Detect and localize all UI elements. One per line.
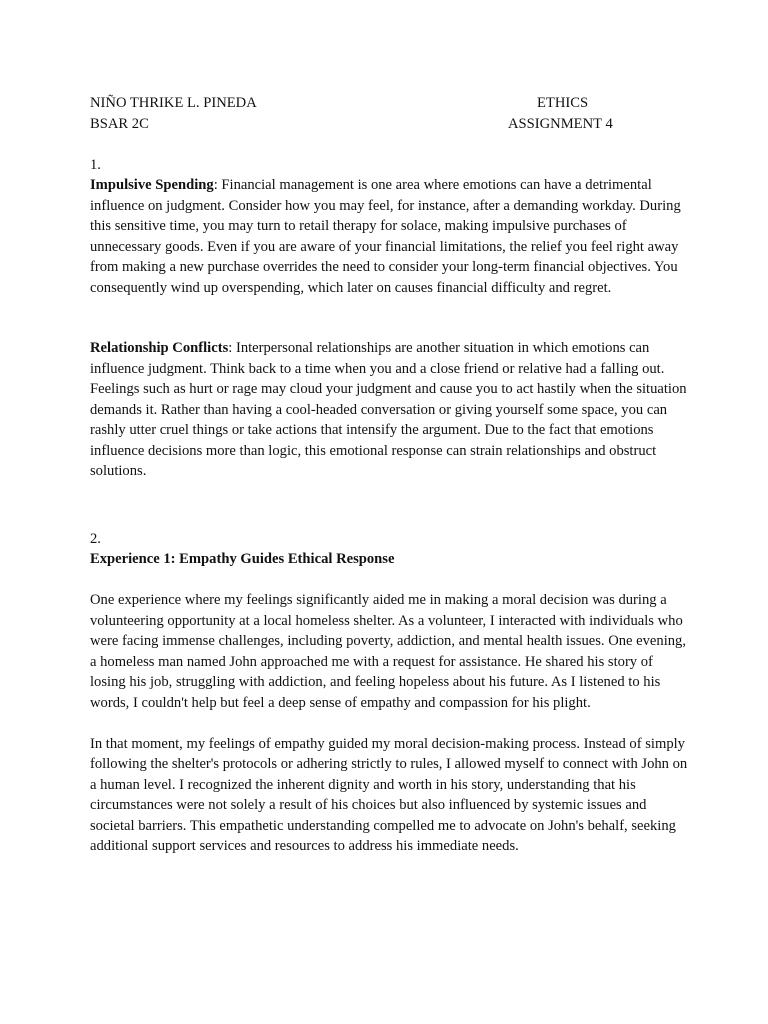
experience-1-heading <box>90 549 690 570</box>
document-page <box>90 93 690 857</box>
experience-1-paragraph-1: One experience where my feelings significantly aided me in making a moral decision was during a volunteering opportunity at a local homeless shelter. As a volunteer, I interacted with individuals who were facing immense challenges, including poverty, addiction, and mental health issues. One evening, a homeless man named John approached me with a request for assistance. He shared his story of losing his job, struggling with addiction, and feeling hopeless about his future. As I listened to his words, I couldn't help but feel a deep sense of empathy and compassion for his plight. <box>90 592 686 711</box>
experience-1-heading-text: Experience 1: Empathy Guides Ethical Response <box>90 551 395 567</box>
question-2-number: 2. <box>90 530 101 547</box>
header-row-2 <box>90 114 690 135</box>
relationship-conflicts-body: : Interpersonal relationships are another situation in which emotions can influence judgment. Think back to a time when you and a close friend or relative had a falling out. Feelings such as hurt or rage may cloud your judgment and cause you to act hastily when the situation demands it. Rather than having a cool-headed conversation or giving yourself some space, you can rashly utter cruel things or take actions that intensify the argument. Due to the fact that emotions influence decisions more than logic, this emotional response can strain relationships and obstruct solutions. <box>90 340 687 479</box>
header-row-1 <box>90 93 690 114</box>
section-label: BSAR 2C <box>90 115 149 132</box>
assignment-label: ASSIGNMENT 4 <box>508 115 613 132</box>
subject-label: ETHICS <box>537 95 589 111</box>
relationship-conflicts-title: Relationship Conflicts <box>90 340 229 356</box>
experience-1-paragraph-2: In that moment, my feelings of empathy guided my moral decision-making process. Instead of simply following the shelter's protocols or adhering strictly to rules, I allowed myself to connect with John on a human level. I recognized the inherent dignity and worth in his story, understanding that his circumstances were not solely a result of his choices but also influenced by systemic issues and societal barriers. This empathetic understanding compelled me to advocate on John's behalf, seeking additional support services and resources to address his immediate needs. <box>90 735 688 854</box>
relationship-conflicts-paragraph <box>90 338 690 482</box>
student-name: NIÑO THRIKE L. PINEDA <box>90 95 257 111</box>
question-1-number: 1. <box>90 156 101 173</box>
impulsive-spending-body: : Financial management is one area where emotions can have a detrimental influence on judgment. Consider how you may feel, for instance, after a demanding workday. During this sensitive time, you may turn to retail therapy for solace, making impulsive purchases of unnecessary goods. Even if you are aware of your financial limitations, the relief you feel right away from making a new purchase overrides the need to consider your long-term financial objectives. You consequently wind up overspending, which later on causes financial difficulty and regret. <box>90 177 681 296</box>
impulsive-spending-title: Impulsive Spending <box>90 177 214 193</box>
impulsive-spending-paragraph <box>90 175 690 298</box>
